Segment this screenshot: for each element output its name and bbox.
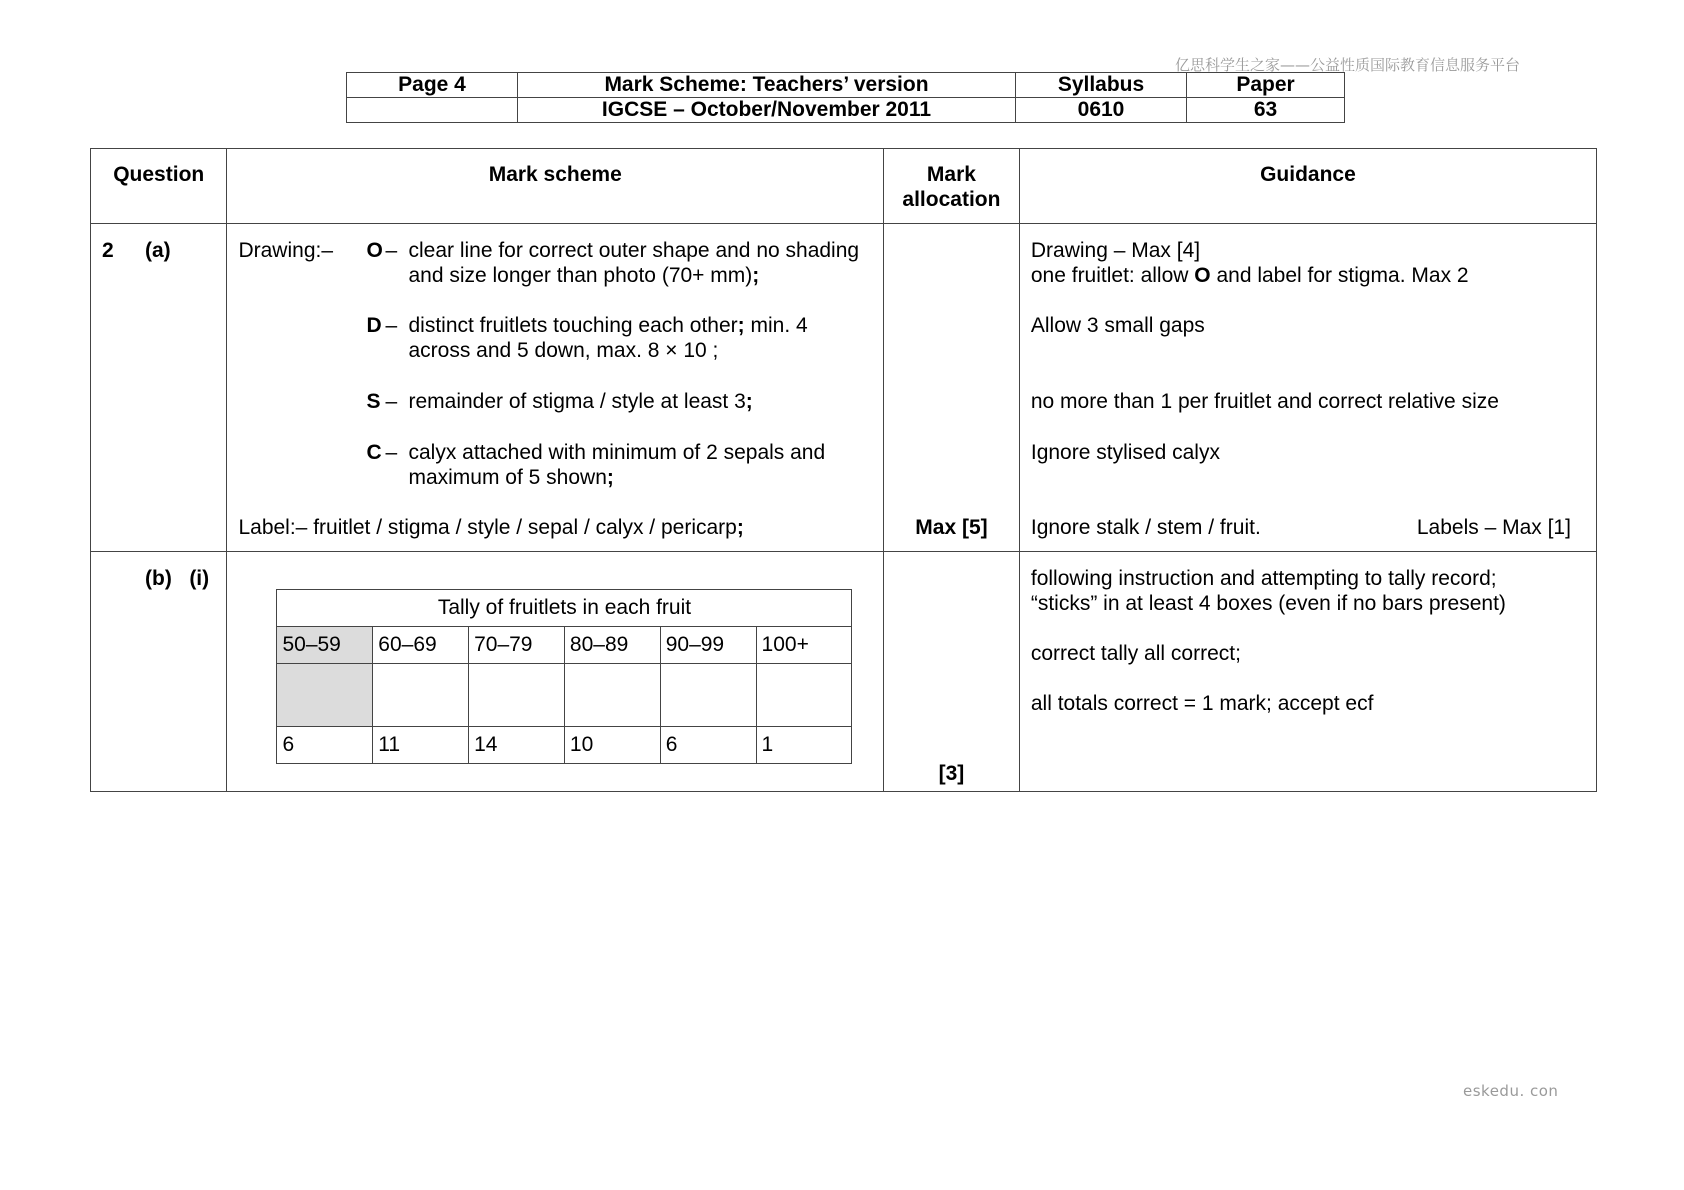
q2bi-question-cell [91, 552, 227, 792]
watermark-bottom: eskedu. con [1463, 1082, 1559, 1100]
tally-range-0: 50–59 [277, 627, 373, 664]
header-exam: IGCSE – October/November 2011 [518, 98, 1016, 123]
tally-total-1: 11 [373, 727, 469, 764]
item-d-line1: distinct fruitlets touching each other [408, 314, 738, 337]
header-page: Page 4 [347, 73, 518, 98]
header-table [346, 72, 1345, 123]
tally-blank-3 [564, 664, 660, 727]
tally-blank-0 [277, 664, 373, 727]
tally-total-0: 6 [277, 727, 373, 764]
item-c-line2: maximum of 5 shown [408, 466, 607, 489]
tally-blank-1 [373, 664, 469, 727]
label-line-wrap [238, 515, 743, 540]
q2a-guidance-5: Ignore stylised calyx [1030, 441, 1220, 464]
item-s-dash: – [385, 390, 398, 413]
header-title: Mark Scheme: Teachers’ version [518, 73, 1016, 98]
question-2bi-row [91, 552, 1597, 792]
q2bi-mark: [3] [938, 762, 965, 785]
item-d-line1-wrap [408, 313, 807, 338]
item-d-line1b: min. 4 [744, 314, 808, 337]
item-d-letter: D [366, 314, 382, 337]
header-row-2 [347, 98, 1345, 123]
header-syllabus-code: 0610 [1016, 98, 1187, 123]
col-mark-allocation [884, 149, 1020, 224]
q2a-guidance-6: Ignore stalk / stem / fruit. [1030, 516, 1261, 539]
q2a-guidance-2-bold: O [1194, 264, 1211, 287]
tally-blank-row [277, 664, 852, 727]
col-mark-line2: allocation [902, 188, 1001, 211]
q2a-guidance-6-right: Labels – Max [1] [1416, 516, 1571, 539]
item-c-line1: calyx attached with minimum of 2 sepals and [408, 441, 826, 464]
tally-title: Tally of fruitlets in each fruit [277, 590, 852, 627]
column-header-row [91, 149, 1597, 224]
header-paper-label: Paper [1187, 73, 1345, 98]
q2a-guidance-1: Drawing – Max [4] [1030, 239, 1201, 262]
tally-total-5: 1 [756, 727, 852, 764]
tally-range-1: 60–69 [373, 627, 469, 664]
item-s-letter: S [366, 390, 381, 413]
q2a-guidance-3: Allow 3 small gaps [1030, 314, 1205, 337]
q2bi-scheme-cell [227, 552, 884, 792]
item-s-line-wrap [408, 389, 752, 414]
tally-total-3: 10 [564, 727, 660, 764]
q2a-guidance-2-pre: one fruitlet: allow [1030, 264, 1195, 287]
q2a-mark: Max [5] [915, 516, 988, 539]
item-d-mid: ; [737, 314, 745, 337]
item-o-line2-wrap [408, 263, 759, 288]
tally-range-4: 90–99 [660, 627, 756, 664]
tally-blank-5 [756, 664, 852, 727]
tally-range-row [277, 627, 852, 664]
q2a-scheme-cell [227, 224, 884, 552]
q2a-guidance-cell [1019, 224, 1596, 552]
q2a-guidance-4: no more than 1 per fruitlet and correct relative size [1030, 390, 1499, 413]
item-d-line2: across and 5 down, max. 8 × 10 ; [408, 339, 719, 362]
watermark-top: 亿思科学生之家——公益性质国际教育信息服务平台 [1175, 56, 1521, 74]
q2bi-guidance-2: “sticks” in at least 4 boxes (even if no bars present) [1030, 592, 1506, 615]
label-line-end: ; [736, 516, 744, 539]
item-o-line2: and size longer than photo (70+ mm) [408, 264, 753, 287]
q2a-guidance-2-post: and label for stigma. Max 2 [1210, 264, 1469, 287]
q2a-number: 2 [102, 239, 114, 262]
q2a-question-cell [91, 224, 227, 552]
col-question: Question [91, 149, 227, 224]
tally-total-4: 6 [660, 727, 756, 764]
tally-blank-2 [469, 664, 565, 727]
question-2a-row [91, 224, 1597, 552]
item-c-end: ; [606, 466, 614, 489]
q2bi-guidance-cell [1019, 552, 1596, 792]
header-syllabus-label: Syllabus [1016, 73, 1187, 98]
item-s-end: ; [745, 390, 753, 413]
tally-title-row [277, 590, 852, 627]
tally-range-2: 70–79 [469, 627, 565, 664]
header-blank [347, 98, 518, 123]
item-o-letter: O [366, 239, 383, 262]
mark-scheme-table [90, 148, 1597, 792]
q2a-part: (a) [145, 239, 171, 262]
col-mark-scheme: Mark scheme [227, 149, 884, 224]
item-o-line1: clear line for correct outer shape and no shading [408, 239, 860, 262]
item-o-end: ; [752, 264, 760, 287]
header-row-1 [347, 73, 1345, 98]
item-s-line1: remainder of stigma / style at least 3 [408, 390, 746, 413]
item-o-dash: – [385, 239, 398, 262]
q2bi-mark-cell [884, 552, 1020, 792]
tally-table [276, 589, 852, 764]
tally-total-2: 14 [469, 727, 565, 764]
tally-range-3: 80–89 [564, 627, 660, 664]
tally-blank-4 [660, 664, 756, 727]
tally-range-5: 100+ [756, 627, 852, 664]
q2bi-guidance-3: correct tally all correct; [1030, 642, 1241, 665]
q2bi-guidance-1: following instruction and attempting to tally record; [1030, 567, 1497, 590]
item-c-line2-wrap [408, 465, 613, 490]
item-c-letter: C [366, 441, 382, 464]
col-guidance: Guidance [1019, 149, 1596, 224]
col-mark-line1: Mark [926, 163, 976, 186]
q2a-mark-cell [884, 224, 1020, 552]
label-line: Label:– fruitlet / stigma / style / sepal / calyx / pericarp [238, 516, 737, 539]
q2bi-guidance-4: all totals correct = 1 mark; accept ecf [1030, 692, 1374, 715]
q2bi-part: (b) (i) [145, 567, 210, 590]
q2a-guidance-2-wrap [1031, 263, 1469, 288]
item-d-dash: – [385, 314, 398, 337]
drawing-label: Drawing:– [238, 239, 334, 262]
header-paper-number: 63 [1187, 98, 1345, 123]
tally-total-row [277, 727, 852, 764]
item-c-dash: – [385, 441, 398, 464]
